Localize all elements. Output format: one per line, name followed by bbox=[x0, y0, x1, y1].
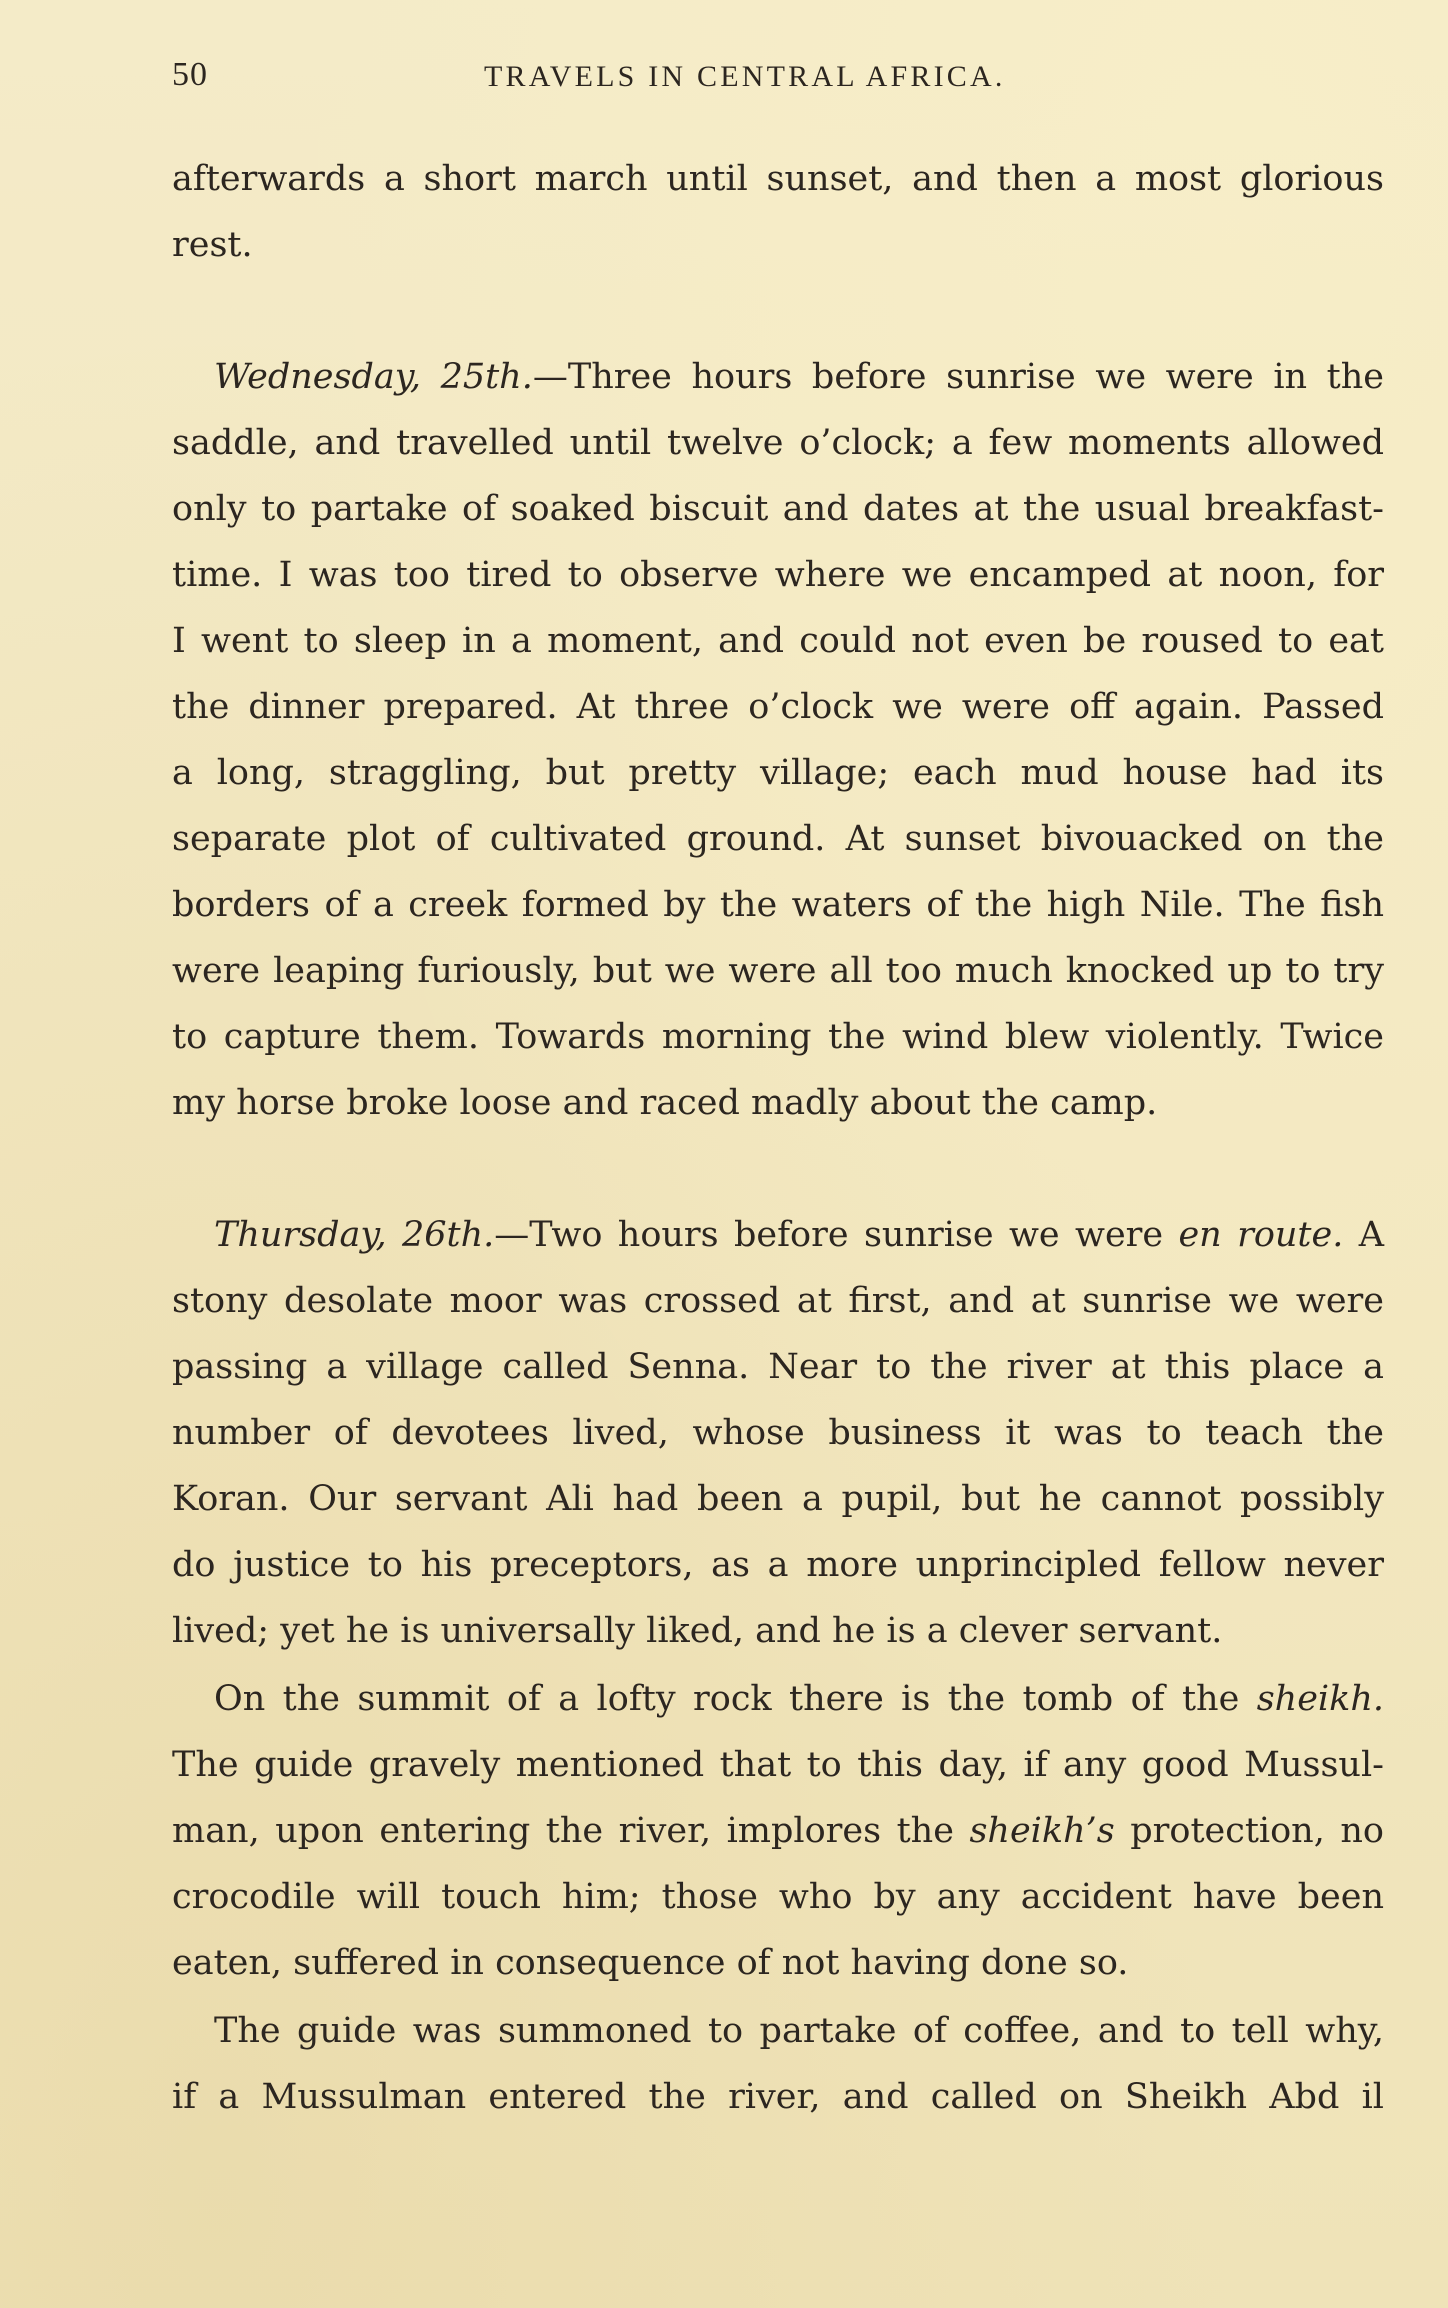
text-line: the dinner prepared. At three o’clock we were off again. Passed bbox=[172, 687, 1384, 727]
text-line: to capture them. Towards morning the wind blew violently. Twice bbox=[172, 1017, 1384, 1057]
text-line: I went to sleep in a moment, and could not even be roused to eat bbox=[172, 621, 1384, 661]
text-line bbox=[172, 1202, 1384, 1268]
italic-word: sheikh. bbox=[1256, 1679, 1384, 1719]
running-head bbox=[172, 56, 1380, 106]
text-line: rest. bbox=[172, 225, 253, 265]
paragraph-continuation bbox=[172, 146, 1384, 278]
text-line: a long, straggling, but pretty village; each mud house had its bbox=[172, 753, 1384, 793]
text-line: borders of a creek formed by the waters of the high Nile. The fish bbox=[172, 885, 1384, 925]
italic-phrase: en route. bbox=[1178, 1215, 1344, 1255]
italic-word: sheikh’s bbox=[969, 1811, 1115, 1851]
text-line: eaten, suffered in consequence of not having done so. bbox=[172, 1943, 1129, 1983]
text-line: lived; yet he is universally liked, and he is a clever servant. bbox=[172, 1611, 1223, 1651]
text-line: separate plot of cultivated ground. At sunset bivouacked on the bbox=[172, 819, 1384, 859]
paragraph-guide-summoned bbox=[172, 1998, 1384, 2130]
text-line: time. I was too tired to observe where we encamped at noon, for bbox=[172, 555, 1384, 595]
paragraph-thursday bbox=[172, 1202, 1384, 1664]
entry-date: Thursday, 26th. bbox=[214, 1215, 495, 1255]
text-line bbox=[172, 344, 1384, 410]
text-line: crocodile will touch him; those who by any accident have been bbox=[172, 1877, 1384, 1917]
paragraph-wednesday bbox=[172, 344, 1384, 1136]
entry-date: Wednesday, 25th. bbox=[214, 357, 533, 397]
text-line bbox=[172, 1798, 1384, 1864]
text-line: do justice to his preceptors, as a more unprincipled fellow never bbox=[172, 1545, 1384, 1585]
text-line: number of devotees lived, whose business it was to teach the bbox=[172, 1413, 1384, 1453]
text-line: The guide was summoned to partake of coffee, and to tell why, bbox=[214, 2011, 1384, 2051]
text-run: —Two hours before sunrise we were bbox=[494, 1215, 1179, 1255]
running-title: TRAVELS IN CENTRAL AFRICA. bbox=[484, 60, 1006, 93]
text-run: man, upon entering the river, implores the bbox=[172, 1811, 970, 1851]
text-line: saddle, and travelled until twelve o’clock; a few moments allowed bbox=[172, 423, 1384, 463]
text-run: protection, no bbox=[1114, 1811, 1384, 1851]
text-line bbox=[172, 1666, 1384, 1732]
page-number: 50 bbox=[172, 56, 208, 93]
text-run: A bbox=[1343, 1215, 1384, 1255]
text-run: —Three hours before sunrise we were in the bbox=[532, 357, 1384, 397]
text-line: if a Mussulman entered the river, and called on Sheikh Abd il bbox=[172, 2077, 1384, 2117]
text-line: stony desolate moor was crossed at first, and at sunrise we were bbox=[172, 1281, 1384, 1321]
text-line: only to partake of soaked biscuit and dates at the usual breakfast- bbox=[172, 489, 1384, 529]
text-line: Koran. Our servant Ali had been a pupil, but he cannot possibly bbox=[172, 1479, 1384, 1519]
text-line: passing a village called Senna. Near to the river at this place a bbox=[172, 1347, 1384, 1387]
paragraph-sheikh-tomb bbox=[172, 1666, 1384, 1996]
body-text bbox=[172, 146, 1384, 2130]
text-run: On the summit of a lofty rock there is the tomb of the bbox=[214, 1679, 1257, 1719]
text-line: The guide gravely mentioned that to this day, if any good Mussul- bbox=[172, 1745, 1384, 1785]
text-line: my horse broke loose and raced madly about the camp. bbox=[172, 1083, 1158, 1123]
text-line: were leaping furiously, but we were all too much knocked up to try bbox=[172, 951, 1384, 991]
text-line: afterwards a short march until sunset, and then a most glorious bbox=[172, 159, 1384, 199]
